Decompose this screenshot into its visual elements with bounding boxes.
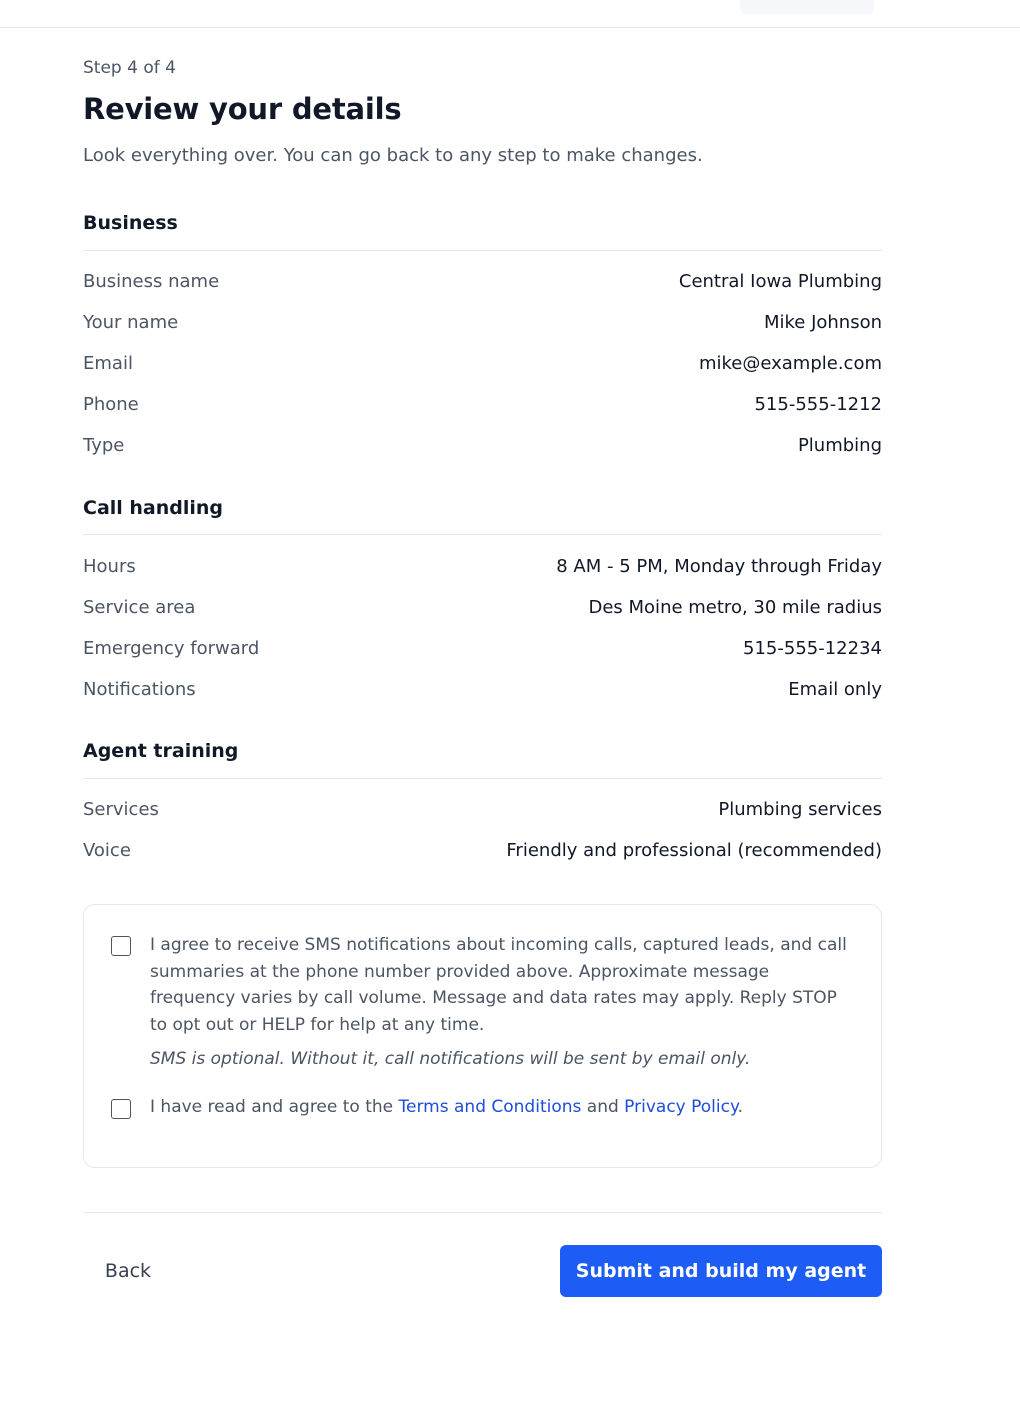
detail-label: Hours	[83, 555, 136, 577]
detail-row-voice	[83, 836, 882, 864]
top-bar	[0, 0, 1020, 28]
detail-label: Voice	[83, 839, 131, 861]
divider	[83, 250, 882, 251]
detail-label: Email	[83, 352, 133, 374]
detail-label: Your name	[83, 311, 179, 333]
sms-consent-text: I agree to receive SMS notifications about incoming calls, captured leads, and call summaries at the phone number provided above. Approximate message frequency varies by call volume. Message and data rates may apply. Reply STOP to opt out or HELP for help at any time.	[150, 935, 847, 1035]
step-indicator: Step 4 of 4	[83, 58, 176, 78]
detail-value: Central Iowa Plumbing	[678, 270, 882, 292]
detail-value: 515-555-12234	[743, 637, 882, 659]
privacy-policy-link[interactable]: Privacy Policy	[624, 1097, 738, 1117]
section-heading-agent-training: Agent training	[83, 740, 239, 762]
divider	[83, 778, 882, 779]
detail-row-email	[83, 349, 882, 377]
detail-value: Plumbing	[797, 434, 882, 456]
top-bar-placeholder	[740, 0, 874, 14]
detail-row-services	[83, 795, 882, 823]
detail-value: Email only	[788, 678, 882, 700]
detail-label: Type	[83, 434, 125, 456]
consent-card	[83, 904, 882, 1168]
back-button[interactable]: Back	[83, 1245, 173, 1297]
detail-label: Emergency forward	[83, 637, 260, 659]
detail-row-phone	[83, 390, 882, 418]
detail-value: mike@example.com	[698, 352, 882, 374]
detail-label: Services	[83, 798, 159, 820]
detail-row-type	[83, 431, 882, 459]
section-heading-call-handling: Call handling	[83, 497, 224, 519]
terms-link[interactable]: Terms and Conditions	[398, 1097, 582, 1117]
detail-label: Notifications	[83, 678, 196, 700]
divider	[83, 534, 882, 535]
terms-and: and	[581, 1097, 625, 1117]
detail-value: 515-555-1212	[754, 393, 882, 415]
detail-label: Business name	[83, 270, 220, 292]
detail-row-business-name	[83, 267, 882, 295]
detail-row-hours	[83, 552, 882, 580]
detail-value: 8 AM - 5 PM, Monday through Friday	[556, 555, 882, 577]
detail-value: Plumbing services	[718, 798, 882, 820]
sms-optional-note: SMS is optional. Without it, call notifications will be sent by email only.	[150, 1049, 751, 1069]
detail-label: Phone	[83, 393, 139, 415]
terms-consent-checkbox[interactable]	[111, 1099, 131, 1119]
terms-consent-text	[150, 1094, 850, 1121]
page-subtitle: Look everything over. You can go back to any step to make changes.	[83, 145, 703, 166]
terms-suffix: .	[737, 1097, 744, 1117]
detail-row-notifications	[83, 675, 882, 703]
section-heading-business: Business	[83, 212, 178, 234]
footer-divider	[83, 1212, 882, 1213]
page-title: Review your details	[83, 92, 402, 126]
sms-consent-checkbox[interactable]	[111, 936, 131, 956]
detail-value: Mike Johnson	[763, 311, 882, 333]
detail-label: Service area	[83, 596, 196, 618]
detail-row-service-area	[83, 593, 882, 621]
detail-row-emergency-forward	[83, 634, 882, 662]
detail-value: Friendly and professional (recommended)	[506, 839, 882, 861]
detail-row-your-name	[83, 308, 882, 336]
submit-button[interactable]: Submit and build my agent	[560, 1245, 882, 1297]
detail-value: Des Moine metro, 30 mile radius	[588, 596, 882, 618]
terms-prefix: I have read and agree to the	[150, 1097, 399, 1117]
